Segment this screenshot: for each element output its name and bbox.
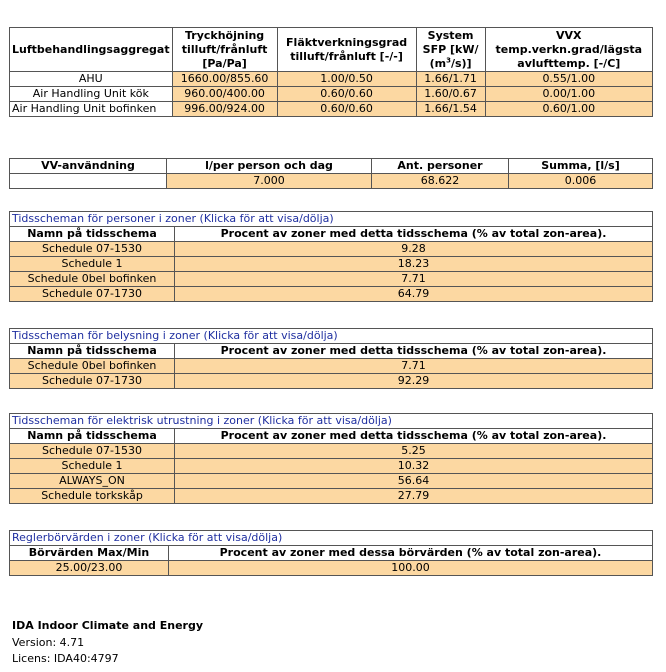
ahu-row-vvx: 0.00/1.00 xyxy=(485,87,652,102)
ahu-row-efficiency: 0.60/0.60 xyxy=(277,87,416,102)
ahu-row-pressure: 996.00/924.00 xyxy=(172,102,277,117)
table-row xyxy=(10,474,653,489)
schedule-header-row xyxy=(10,227,653,242)
ahu-table xyxy=(9,27,653,117)
setpoints-header-row xyxy=(10,546,653,561)
ahu-row xyxy=(10,102,653,117)
schedule-percent: 92.29 xyxy=(175,374,653,389)
people-schedules-toggle[interactable]: Tidsscheman för personer i zoner (Klicka för att visa/dölja) xyxy=(10,212,653,227)
ahu-header-efficiency: Fläktverkningsgrad tilluft/frånluft [-/-] xyxy=(277,28,416,72)
schedule-percent: 7.71 xyxy=(175,359,653,374)
schedule-percent: 27.79 xyxy=(175,489,653,504)
setpoints-values: 25.00/23.00 xyxy=(10,561,169,576)
setpoints-header-values: Börvärden Max/Min xyxy=(10,546,169,561)
vv-row-usage xyxy=(10,174,167,189)
ahu-row-vvx: 0.55/1.00 xyxy=(485,72,652,87)
ahu-header-name: Luftbehandlingsaggregat xyxy=(10,28,173,72)
table-row xyxy=(10,459,653,474)
lighting-schedules-table xyxy=(9,328,653,389)
vv-header-per-person: l/per person och dag xyxy=(167,159,372,174)
ahu-row-sfp: 1.66/1.71 xyxy=(416,72,485,87)
table-row xyxy=(10,444,653,459)
schedule-percent: 10.32 xyxy=(175,459,653,474)
footer-version: Version: 4.71 xyxy=(12,636,85,649)
footer-license: Licens: IDA40:4797 xyxy=(12,652,119,665)
schedule-header-row xyxy=(10,344,653,359)
schedule-name: Schedule 07-1530 xyxy=(10,242,175,257)
ahu-row xyxy=(10,72,653,87)
schedule-name: Schedule torkskåp xyxy=(10,489,175,504)
ahu-row-pressure: 960.00/400.00 xyxy=(172,87,277,102)
setpoints-header-percent: Procent av zoner med dessa börvärden (% av total zon-area). xyxy=(169,546,653,561)
table-row xyxy=(10,272,653,287)
table-row xyxy=(10,359,653,374)
vv-row-sum: 0.006 xyxy=(509,174,653,189)
footer-title: IDA Indoor Climate and Energy xyxy=(12,619,204,632)
schedule-percent: 18.23 xyxy=(175,257,653,272)
ahu-header-pressure: Tryckhöjning tilluft/frånluft [Pa/Pa] xyxy=(172,28,277,72)
people-schedules-table xyxy=(9,211,653,302)
schedule-header-percent: Procent av zoner med detta tidsschema (% av total zon-area). xyxy=(175,344,653,359)
equipment-schedules-table xyxy=(9,413,653,504)
setpoints-percent: 100.00 xyxy=(169,561,653,576)
vv-row xyxy=(10,174,653,189)
ahu-row-efficiency: 0.60/0.60 xyxy=(277,102,416,117)
ahu-row-sfp: 1.60/0.67 xyxy=(416,87,485,102)
schedule-header-percent: Procent av zoner med detta tidsschema (% av total zon-area). xyxy=(175,429,653,444)
schedule-header-name: Namn på tidsschema xyxy=(10,429,175,444)
vv-table xyxy=(9,158,653,189)
ahu-row-name: Air Handling Unit kök xyxy=(10,87,173,102)
vv-header-usage: VV-användning xyxy=(10,159,167,174)
schedule-name: Schedule 07-1730 xyxy=(10,287,175,302)
schedule-name: Schedule 07-1730 xyxy=(10,374,175,389)
vv-row-per-person: 7.000 xyxy=(167,174,372,189)
schedule-percent: 9.28 xyxy=(175,242,653,257)
ahu-header-vvx: VVX temp.verkn.grad/lägsta avlufttemp. [-/C] xyxy=(485,28,652,72)
setpoints-table xyxy=(9,530,653,576)
schedule-name: Schedule 1 xyxy=(10,257,175,272)
ahu-row-vvx: 0.60/1.00 xyxy=(485,102,652,117)
schedule-header-row xyxy=(10,429,653,444)
schedule-name: Schedule 0bel bofinken xyxy=(10,359,175,374)
table-row xyxy=(10,561,653,576)
setpoints-toggle[interactable]: Reglerbörvärden i zoner (Klicka för att visa/dölja) xyxy=(10,531,653,546)
schedule-name: ALWAYS_ON xyxy=(10,474,175,489)
table-row xyxy=(10,374,653,389)
equipment-schedules-toggle[interactable]: Tidsscheman för elektrisk utrustning i zoner (Klicka för att visa/dölja) xyxy=(10,414,653,429)
ahu-row-sfp: 1.66/1.54 xyxy=(416,102,485,117)
schedule-name: Schedule 0bel bofinken xyxy=(10,272,175,287)
ahu-row-pressure: 1660.00/855.60 xyxy=(172,72,277,87)
table-row xyxy=(10,257,653,272)
ahu-header-row xyxy=(10,28,653,72)
vv-row-persons: 68.622 xyxy=(372,174,509,189)
schedule-name: Schedule 07-1530 xyxy=(10,444,175,459)
schedule-percent: 56.64 xyxy=(175,474,653,489)
schedule-header-name: Namn på tidsschema xyxy=(10,344,175,359)
vv-header-row xyxy=(10,159,653,174)
ahu-row-name: AHU xyxy=(10,72,173,87)
table-row xyxy=(10,489,653,504)
ahu-row xyxy=(10,87,653,102)
vv-header-persons: Ant. personer xyxy=(372,159,509,174)
ahu-row-efficiency: 1.00/0.50 xyxy=(277,72,416,87)
schedule-percent: 7.71 xyxy=(175,272,653,287)
vv-header-sum: Summa, [l/s] xyxy=(509,159,653,174)
table-row xyxy=(10,242,653,257)
table-row xyxy=(10,287,653,302)
schedule-percent: 5.25 xyxy=(175,444,653,459)
lighting-schedules-toggle[interactable]: Tidsscheman för belysning i zoner (Klicka för att visa/dölja) xyxy=(10,329,653,344)
ahu-row-name: Air Handling Unit bofinken xyxy=(10,102,173,117)
schedule-header-name: Namn på tidsschema xyxy=(10,227,175,242)
schedule-name: Schedule 1 xyxy=(10,459,175,474)
ahu-header-sfp: System SFP [kW/ $(m^3/s)$] xyxy=(416,28,485,72)
schedule-header-percent: Procent av zoner med detta tidsschema (% av total zon-area). xyxy=(175,227,653,242)
schedule-percent: 64.79 xyxy=(175,287,653,302)
